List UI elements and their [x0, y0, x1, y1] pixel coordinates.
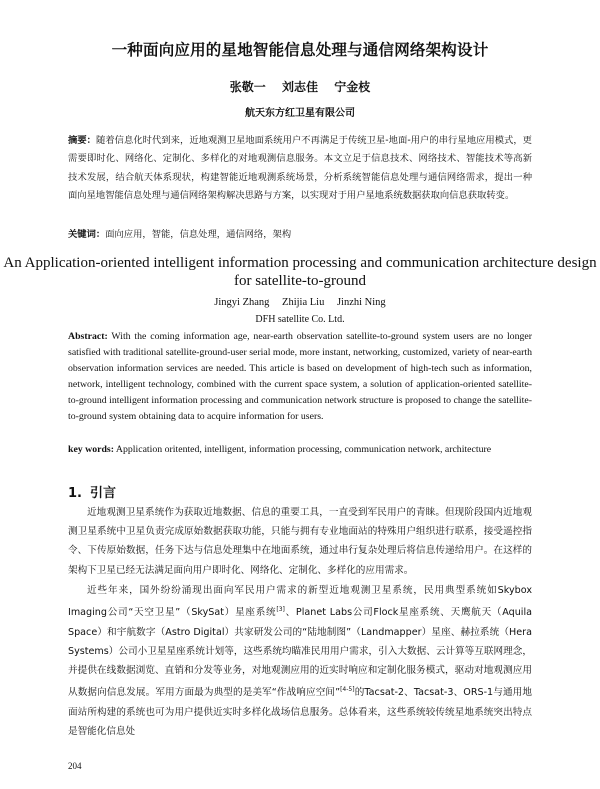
keywords-en-label: key words: — [68, 444, 114, 455]
author-cn: 宁金枝 — [334, 80, 371, 94]
abstract-en-text: With the coming information age, near-earth observation satellite-to-ground system users are no longer satisfied with traditional satellite-ground-user serial mode, more instant, networking, customized, variety of near-earth observation information services are needed. This article is based on development of high-tech such as information, network, intelligent technology, combined with the current space system, a solution of application-oriented satellite-to-ground intelligent information processing and communication network structure is proposed to change the satellite-to-ground system obtaining data to acquire information for users. — [68, 331, 532, 422]
body-paragraph — [68, 581, 532, 741]
paper-title-cn: 一种面向应用的星地智能信息处理与通信网络架构设计 — [111, 41, 489, 59]
abstract-cn-text: 随着信息化时代到来，近地观测卫星地面系统用户不再满足于传统卫星-地面-用户的串行星地应用模式，更需要即时化、网络化、定制化、多样化的对地观测信息服务。本文立足于信息技术、网络技术、智能技术等高新技术发展，结合航天体系现状，构建智能近地观测系统场景，分析系统智能信息处理与通信网络需求，提出一种面向星地智能信息处理与通信网络架构解决思路与方案，以实现对于用户星地系统数据获取向信息获取转变。 — [68, 135, 532, 202]
authors-en — [0, 297, 600, 308]
authors-cn — [0, 78, 600, 95]
keywords-en — [68, 442, 532, 458]
citation-ref: [3] — [276, 606, 285, 614]
keywords-cn-text: 面向应用，智能，信息处理，通信网络，架构 — [105, 229, 292, 240]
keywords-cn-label: 关键词： — [68, 229, 106, 240]
abstract-en — [68, 329, 532, 425]
section-heading — [68, 482, 116, 501]
paper-title-en: An Application-oriented intelligent information processing and communication architecture design for satellite-to-ground — [3, 255, 597, 289]
abstract-cn-label: 摘要： — [68, 135, 96, 146]
author-en: Jinzhi Ning — [336, 297, 386, 308]
body-paragraph: 近地观测卫星系统作为获取近地数据、信息的重要工具，一直受到军民用户的青睐。但现阶段国内近地观测卫星系统中卫星负责完成原始数据获取功能，只能与拥有专业地面站的特殊用户组织进行联系，接受遥控指令、下传原始数据，任务下达与信息处理集中在地面系统，通过串行复杂处理后将信息传递给用户。在这样的架构下卫星已经无法满足面向用户即时化、网络化、定制化、多样化的应用需求。 — [68, 507, 532, 576]
abstract-cn — [68, 132, 532, 206]
affiliation-en: DFH satellite Co. Ltd. — [255, 314, 345, 325]
author-cn: 张敬一 — [229, 80, 266, 94]
author-en: Zhijia Liu — [282, 297, 325, 308]
keywords-en-text: Application oritented, intelligent, information processing, communication network, architecture — [114, 444, 492, 455]
section-title: 引言 — [89, 486, 116, 501]
page-number: 204 — [68, 761, 82, 771]
abstract-en-label: Abstract: — [68, 331, 108, 342]
paragraph-text: 的Tacsat-2、Tacsat-3、ORS-1与通用地面站所构建的系统也可为用户提供近实时多样化战场信息服务。总体看来，这些系统较传统星地系统突出特点是智能化信息处 — [68, 687, 532, 737]
citation-ref: [4-5] — [340, 686, 355, 694]
author-cn: 刘志佳 — [281, 80, 318, 94]
section-number: 1. — [68, 486, 82, 501]
affiliation-cn: 航天东方红卫星有限公司 — [245, 108, 355, 119]
paragraph-text: 近些年来，国外纷纷涌现出面向军民用户需求的新型近地观测卫星系统，民用典型系统如Skybox Imaging公司“天空卫星”（SkySat）星座系统 — [68, 585, 532, 619]
keywords-cn — [68, 227, 532, 243]
paragraph-text: 、Planet Labs公司Flock星座系统、天鹰航天（Aquila Space）和宇航数字（Astro Digital）共家研发公司的“陆地制图”（Landmapper）星座、赫拉系统（Hera Systems）公司小卫星星座系统计划等，这些系统均瞄准民用用户需求，引入大数据、云计算等互联网理念，并提供在线数据浏览、直销和分发等业务，对地观测应用的近实时响应和定制化服务模式，驱动对地观测应用从数据向信息发展。军用方面最为典型的是美军“作战响应空间” — [68, 607, 532, 699]
author-en: Jingyi Zhang — [214, 297, 270, 308]
